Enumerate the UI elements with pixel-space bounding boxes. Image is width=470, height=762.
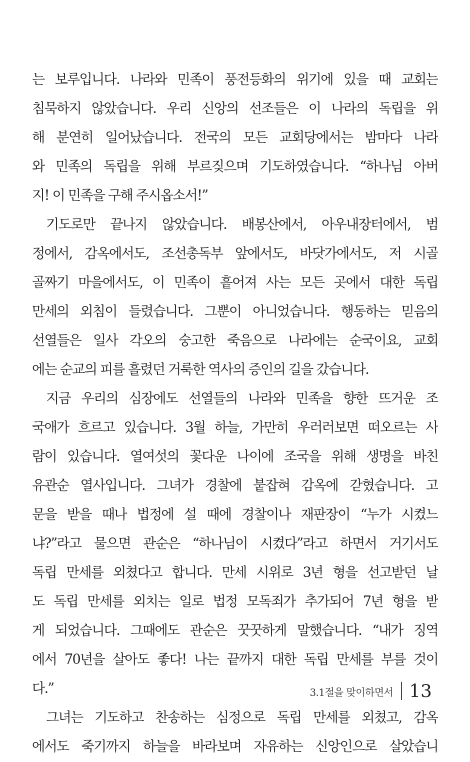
text-line: 정에서, 감옥에서도, 조선총독부 앞에서도, 바닷가에서도, 저 시골 bbox=[32, 246, 438, 262]
text-line: 문을 받을 때나 법정에 설 때에 경찰이나 재판장이 “누가 시켰느 bbox=[32, 507, 438, 523]
text-line: 와 민족의 독립을 위해 부르짖으며 기도하였습니다. “하나님 아버 bbox=[32, 159, 438, 175]
text-line: 다.” bbox=[32, 681, 54, 697]
page-body bbox=[32, 66, 438, 762]
page-number: 13 bbox=[409, 680, 432, 702]
text-line: 독립 만세를 외쳤다고 합니다. 만세 시위로 3년 형을 선고받던 날 bbox=[32, 565, 438, 581]
text-line: 냐?”라고 물으면 관순은 “하나님이 시켰다”라고 하면서 거기서도 bbox=[32, 536, 438, 552]
text-line: 지! 이 민족을 구해 주시옵소서!” bbox=[32, 188, 208, 204]
text-line: 침묵하지 않았습니다. 우리 신앙의 선조들은 이 나라의 독립을 위 bbox=[32, 101, 438, 117]
text-line: 람이 있습니다. 열여섯의 꽃다운 나이에 조국을 위해 생명을 바친 bbox=[32, 449, 438, 465]
text-line: 기도로만 끝나지 않았습니다. 배봉산에서, 아우내장터에서, 범 bbox=[46, 217, 438, 233]
text-line: 국애가 흐르고 있습니다. 3월 하늘, 가만히 우러러보면 떠오르는 사 bbox=[32, 420, 438, 436]
text-line: 게 되었습니다. 그때에도 관순은 꿋꿋하게 말했습니다. “내가 징역 bbox=[32, 623, 438, 639]
paragraph bbox=[32, 66, 438, 211]
text-line: 에서도 죽기까지 하늘을 바라보며 자유하는 신앙인으로 살았습니 bbox=[32, 739, 438, 755]
text-line: 만세의 외침이 들렸습니다. 그뿐이 아니었습니다. 행동하는 믿음의 bbox=[32, 304, 438, 320]
page-footer bbox=[310, 680, 432, 702]
text-line: 에는 순교의 피를 흘렸던 거룩한 역사의 증인의 길을 갔습니다. bbox=[32, 362, 369, 378]
paragraph bbox=[32, 385, 438, 704]
text-line: 도 독립 만세를 외치는 일로 법정 모독죄가 추가되어 7년 형을 받 bbox=[32, 594, 438, 610]
text-line: 유관순 열사입니다. 그녀가 경찰에 붙잡혀 감옥에 갇혔습니다. 고 bbox=[32, 478, 438, 494]
paragraph bbox=[32, 211, 438, 385]
paragraph bbox=[32, 704, 438, 762]
text-line: 는 보루입니다. 나라와 민족이 풍전등화의 위기에 있을 때 교회는 bbox=[32, 72, 438, 88]
footer-divider bbox=[401, 682, 402, 700]
text-line: 골짜기 마을에서도, 이 민족이 흩어져 사는 모든 곳에서 대한 독립 bbox=[32, 275, 438, 291]
text-line: 선열들은 일사 각오의 숭고한 죽음으로 나라에는 순국이요, 교회 bbox=[32, 333, 438, 349]
text-line: 에서 70년을 살아도 좋다! 나는 끝까지 대한 독립 만세를 부를 것이 bbox=[32, 652, 438, 668]
running-title: 3.1절을 맞이하면서 bbox=[309, 687, 394, 699]
text-line: 그녀는 기도하고 찬송하는 심정으로 독립 만세를 외쳤고, 감옥 bbox=[46, 710, 438, 726]
text-line: 해 분연히 일어났습니다. 전국의 모든 교회당에서는 밤마다 나라 bbox=[32, 130, 438, 146]
text-line: 지금 우리의 심장에도 선열들의 나라와 민족을 향한 뜨거운 조 bbox=[46, 391, 438, 407]
